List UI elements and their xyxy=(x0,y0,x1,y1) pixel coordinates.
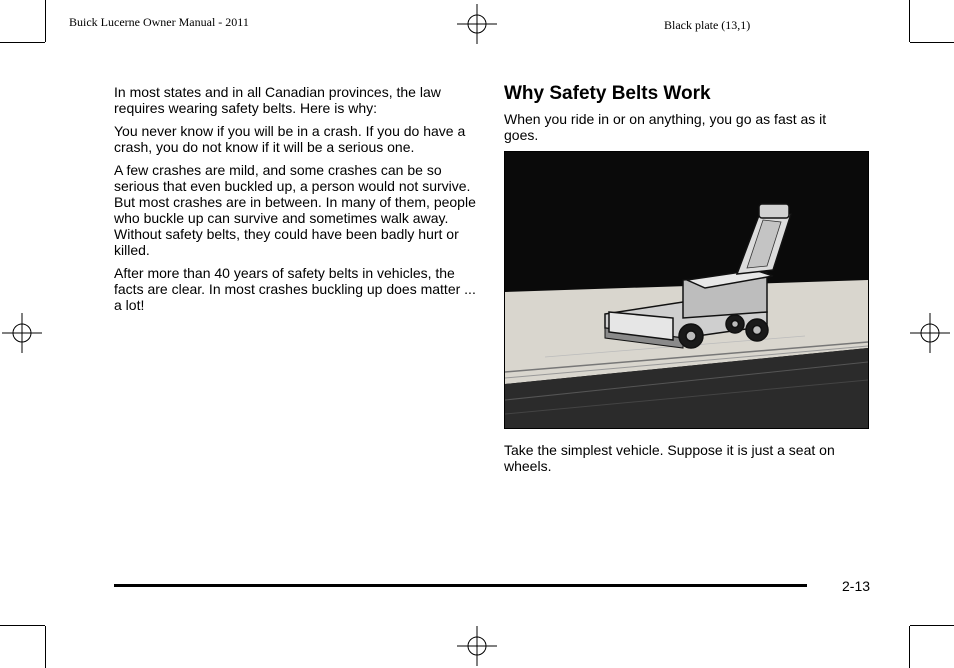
crop-mark xyxy=(910,625,954,626)
section-heading: Why Safety Belts Work xyxy=(504,83,711,104)
registration-mark-icon xyxy=(910,313,950,353)
header-plate: Black plate (13,1) xyxy=(664,18,751,32)
crop-mark xyxy=(0,625,45,626)
page-number: 2-13 xyxy=(842,578,871,594)
registration-mark-icon xyxy=(457,4,497,44)
paragraph: You never know if you will be in a crash. If you do have a crash, you do not know if it will be a serious one. xyxy=(114,123,466,155)
crop-mark xyxy=(910,42,954,43)
crop-mark xyxy=(45,0,46,42)
left-column xyxy=(114,84,484,320)
intro-paragraph: When you ride in or on anything, you go as fast as it goes. xyxy=(504,111,827,143)
registration-mark-icon xyxy=(2,313,42,353)
crop-mark xyxy=(909,0,910,42)
crop-mark xyxy=(45,626,46,668)
paragraph: A few crashes are mild, and some crashes can be so serious that even buckled up, a person would not survive. But most crashes are in between. In many of them, people who buckle up can survive and sometimes walk away. Without safety belts, they could have been badly hurt or killed. xyxy=(114,162,476,258)
seat-on-wheels-illustration xyxy=(504,151,869,429)
footer-rule xyxy=(114,584,807,587)
crop-mark xyxy=(909,626,910,668)
paragraph: In most states and in all Canadian provinces, the law requires wearing safety belts. Here is why: xyxy=(114,84,441,116)
crop-mark xyxy=(0,42,45,43)
registration-mark-icon xyxy=(457,626,497,666)
header-title: Buick Lucerne Owner Manual - 2011 xyxy=(69,15,249,29)
seat-on-wheels-image xyxy=(505,152,868,428)
caption: Take the simplest vehicle. Suppose it is just a seat on wheels. xyxy=(504,442,835,474)
paragraph: After more than 40 years of safety belts in vehicles, the facts are clear. In most crashes buckling up does matter ... a lot! xyxy=(114,265,476,313)
